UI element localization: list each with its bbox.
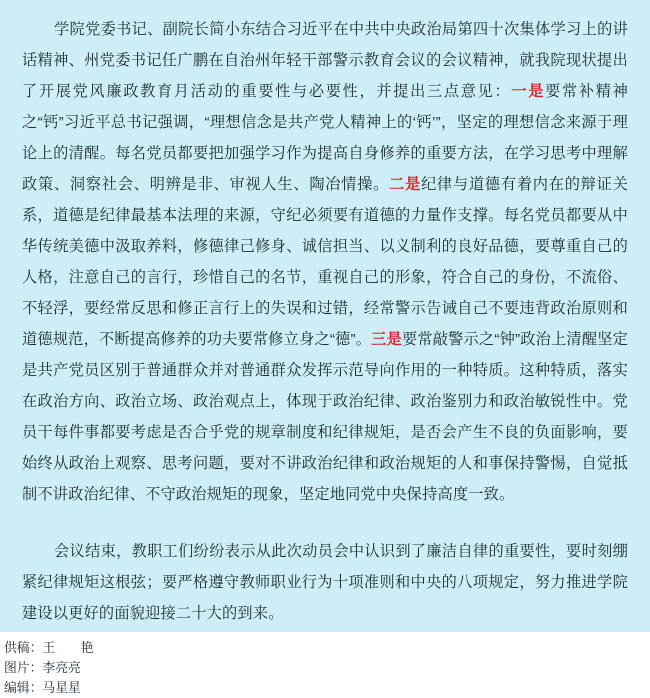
paragraph-spacer [22,510,628,536]
paragraph-text: 学院党委书记、副院长简小东结合习近平在中共中央政治局第四十次集体学习上的讲话精神、州党委书记任广鹏在自治州年轻干部警示教育会议的会议精神，就我院现状提出了开展党风廉政教育月活动的重要性与必要性，并提出三点意见： [22,21,628,100]
emphasis-marker: 一是 [511,83,546,100]
emphasis-marker: 三是 [371,331,402,348]
credit-line-editor: 编辑：马星星 [4,680,81,695]
paragraph-text: 要常补精神之“钙”习近平总书记强调，“理想信念是共产党人精神上的‘钙’”，坚定的理想信念来源于理论上的清醒。每名党员都要把加强学习作为提高自身修养的重要方法，在学习思考中理解政策、洞察社会、明辨是非、审视人生、陶冶情操。 [22,83,628,193]
paragraph-text: 要常敲警示之“钟”政治上清醒坚定是共产党员区别于普通群众并对普通群众发挥示范导向作用的一种特质。这种特质，落实在政治方向、政治立场、政治观点上，体现于政治纪律、政治鉴别力和政治敏锐性中。党员干每件事都要考虑是否合乎党的规章制度和纪律规矩，是否会产生不良的负面影响，要始终从政治上观察、思考问题，要对不讲政治纪律和政治规矩的人和事保持警惕，自觉抵制不讲政治纪律、不守政治规矩的现象，坚定地同党中央保持高度一致。 [22,331,628,503]
article-paragraph-2 [22,536,628,629]
paragraph-text: 纪律与道德有着内在的辩证关系，道德是纪律最基本法理的来源，守纪必须要有道德的力量作支撑。每名党员都要从中华传统美德中汲取养料，修德律己修身、诚信担当、以义制利的良好品德，要尊重自己的人格，注意自己的言行，珍惜自己的名节，重视自己的形象，符合自己的身份，不流俗、不轻浮，要经常反思和修正言行上的失误和过错，经常警示告诫自己不要违背政治原则和道德规范，不断提高修养的功夫要常修立身之“德”。 [22,176,628,348]
emphasis-marker: 二是 [389,176,422,193]
paragraph-text: 会议结束，教职工们纷纷表示从此次动员会中认识到了廉洁自律的重要性，要时刻绷紧纪律规矩这根弦；要严格遵守教师职业行为十项准则和中央的八项规定，努力推进学院建设以更好的面貌迎接二十大的到来。 [22,543,628,622]
credit-line-photographer: 图片：李亮亮 [4,660,81,675]
credits-block [0,632,650,696]
credit-line-contributor: 供稿：王 艳 [4,640,94,655]
article-paragraph-1 [22,14,628,510]
